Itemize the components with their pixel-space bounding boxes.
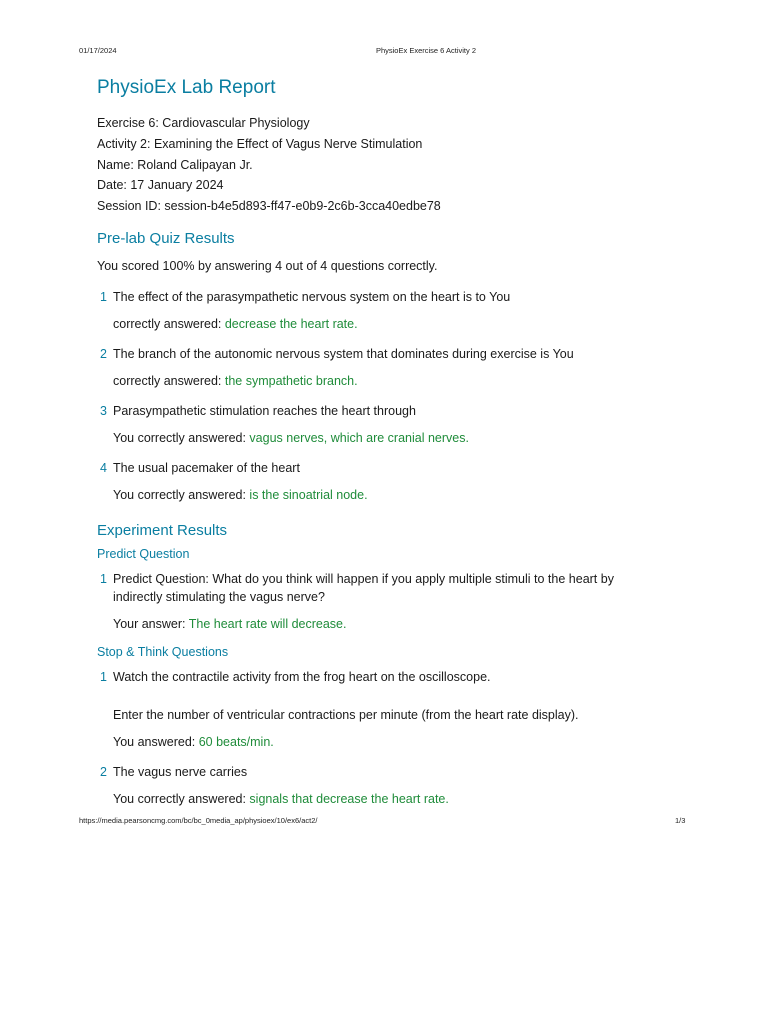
answer-text: 60 beats/min. [198, 734, 274, 749]
answer-prefix: You correctly answered: [113, 487, 250, 502]
answer-prefix: correctly answered: [113, 316, 225, 331]
print-footer [0, 816, 768, 828]
answer-text: The heart rate will decrease. [188, 616, 347, 631]
stop-think-question-2 [100, 763, 697, 781]
stop-think-question-1-instruction: Enter the number of ventricular contractions per minute (from the heart rate display). [113, 707, 579, 722]
question-text-line-2: indirectly stimulating the vagus nerve? [113, 589, 325, 604]
page-number: 1/3 [675, 816, 686, 825]
predict-answer-1 [113, 615, 697, 633]
answer-prefix: You answered: [113, 734, 199, 749]
question-number: 1 [100, 289, 107, 304]
question-number: 3 [100, 403, 107, 418]
answer-prefix: correctly answered: [113, 373, 225, 388]
print-header [0, 46, 768, 58]
question-text: Parasympathetic stimulation reaches the heart through [113, 403, 416, 418]
question-number: 4 [100, 460, 107, 475]
date-line: Date: 17 January 2024 [97, 178, 224, 193]
prelab-answer-4 [113, 486, 697, 504]
prelab-heading: Pre-lab Quiz Results [97, 229, 235, 247]
print-url: https://media.pearsoncmg.com/bc/bc_0media_ap/physioex/10/ex6/act2/ [79, 816, 318, 825]
print-date: 01/17/2024 [79, 46, 117, 55]
report-title: PhysioEx Lab Report [97, 77, 276, 98]
exercise-line: Exercise 6: Cardiovascular Physiology [97, 116, 310, 130]
answer-prefix: You correctly answered: [113, 791, 250, 806]
report-content [97, 76, 697, 808]
stop-think-answer-1 [113, 733, 697, 751]
question-text: Watch the contractile activity from the frog heart on the oscilloscope. [113, 669, 491, 684]
prelab-question-1 [100, 288, 697, 306]
question-number: 2 [100, 764, 107, 779]
stop-think-question-1 [100, 668, 697, 686]
activity-line: Activity 2: Examining the Effect of Vagus Nerve Stimulation [97, 136, 423, 151]
prelab-question-4 [100, 459, 697, 477]
answer-text: vagus nerves, which are cranial nerves. [249, 430, 469, 445]
prelab-answer-3 [113, 429, 697, 447]
prelab-score: You scored 100% by answering 4 out of 4 questions correctly. [97, 258, 438, 273]
prelab-answer-2 [113, 372, 697, 390]
question-text-line-1: Predict Question: What do you think will happen if you apply multiple stimuli to the heart by [113, 571, 614, 586]
question-text: The vagus nerve carries [113, 764, 248, 779]
answer-text: is the sinoatrial node. [249, 487, 368, 502]
prelab-question-3 [100, 402, 697, 420]
report-meta [97, 113, 697, 217]
answer-prefix: You correctly answered: [113, 430, 250, 445]
prelab-question-2 [100, 345, 697, 363]
answer-text: signals that decrease the heart rate. [249, 791, 449, 806]
stop-think-answer-2 [113, 790, 697, 808]
predict-question-1 [100, 570, 697, 606]
prelab-answer-1 [113, 315, 697, 333]
question-text: The usual pacemaker of the heart [113, 460, 300, 475]
answer-prefix: Your answer: [113, 616, 189, 631]
question-text: The branch of the autonomic nervous system that dominates during exercise is You [113, 346, 574, 361]
session-line: Session ID: session-b4e5d893-ff47-e0b9-2c6b-3cca40edbe78 [97, 199, 441, 214]
name-line: Name: Roland Calipayan Jr. [97, 157, 253, 172]
question-number: 1 [100, 669, 107, 684]
print-title: PhysioEx Exercise 6 Activity 2 [375, 46, 477, 55]
experiment-heading: Experiment Results [97, 521, 228, 539]
answer-text: decrease the heart rate. [224, 316, 358, 331]
stop-think-heading: Stop & Think Questions [97, 644, 229, 659]
question-number: 1 [100, 571, 107, 586]
predict-heading: Predict Question [97, 546, 190, 561]
answer-text: the sympathetic branch. [224, 373, 358, 388]
question-text: The effect of the parasympathetic nervous system on the heart is to You [113, 289, 511, 304]
question-number: 2 [100, 346, 107, 361]
